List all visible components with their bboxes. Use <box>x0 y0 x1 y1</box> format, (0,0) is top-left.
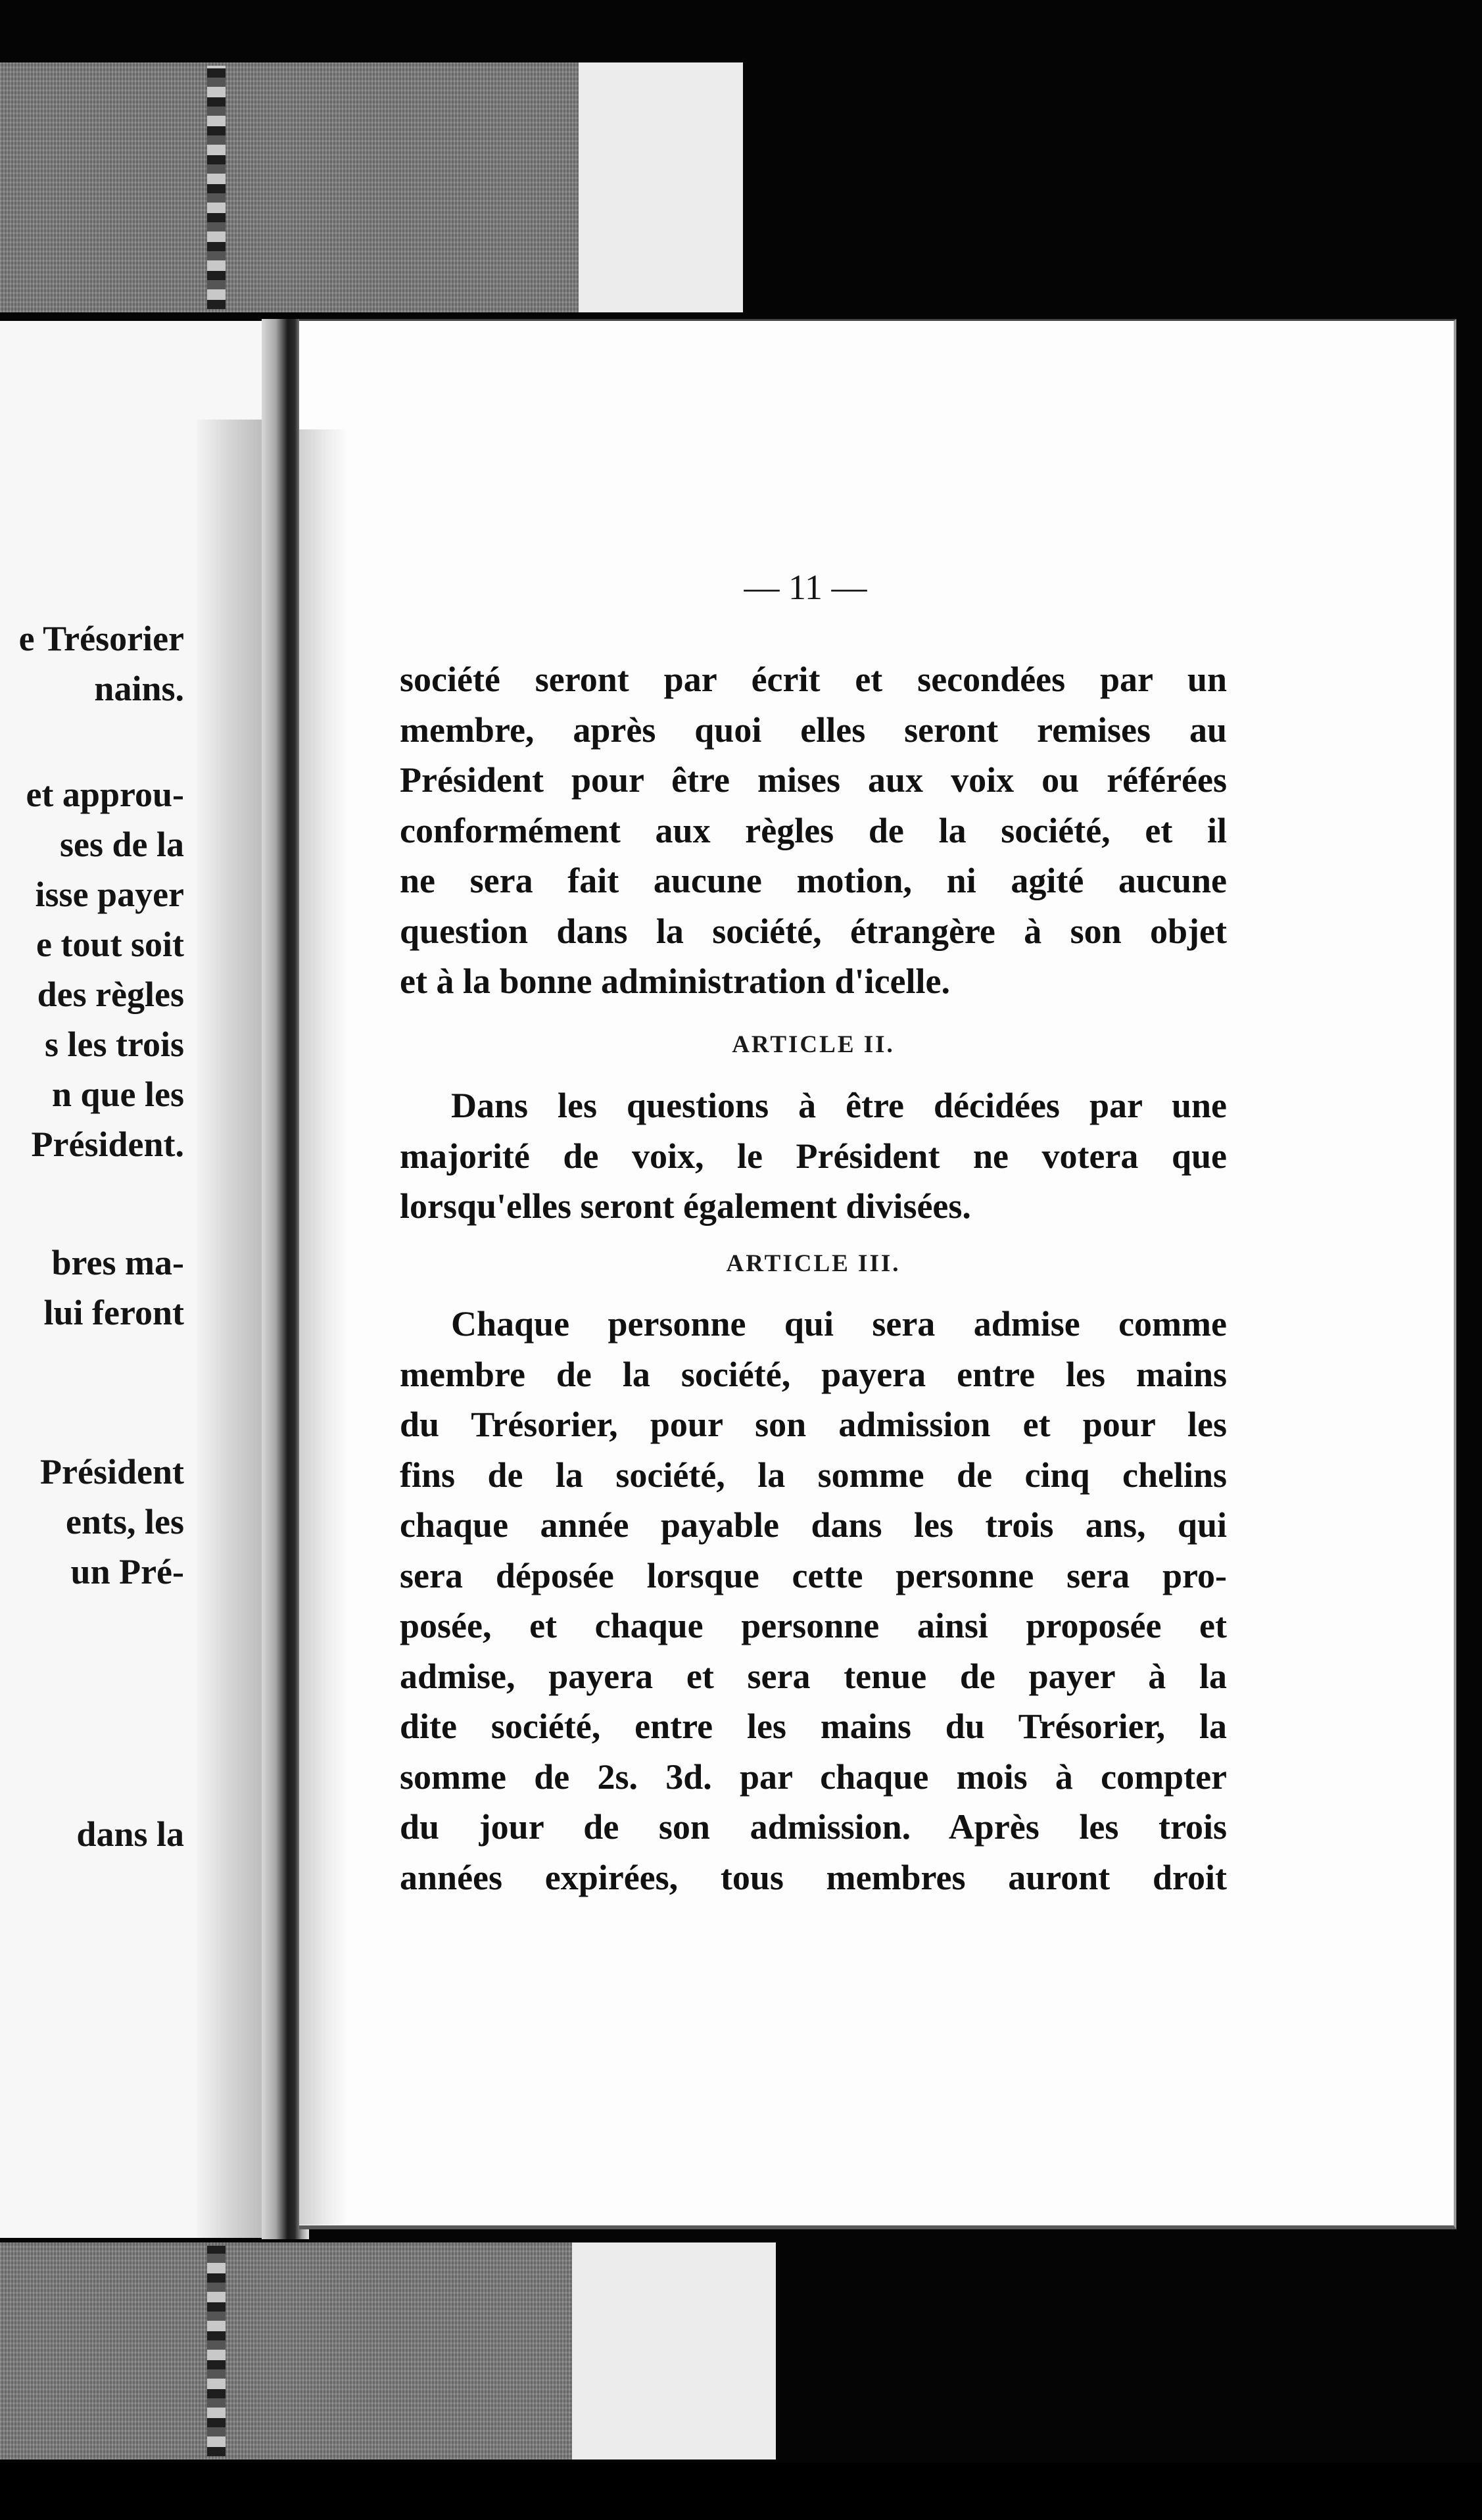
left-line: et approu- <box>26 775 184 814</box>
text-line: et à la bonne administration d'icelle. <box>400 961 950 1001</box>
scan-card-bottom <box>572 2242 776 2459</box>
text-line: question dans la société, étrangère à son objet <box>400 911 1227 951</box>
text-line: majorité de voix, le Président ne votera que <box>400 1136 1227 1176</box>
article-heading: ARTICLE III. <box>726 1250 901 1277</box>
article-2-paragraph <box>400 1080 1227 1232</box>
text-line: société seront par écrit et secondées par un <box>400 660 1227 699</box>
left-line: lui feront <box>43 1293 184 1332</box>
left-line: e tout soit <box>36 925 184 964</box>
left-line: bres ma- <box>51 1243 184 1282</box>
article-heading: ARTICLE II. <box>732 1031 895 1058</box>
binding-stitch-top <box>207 66 226 309</box>
text-line: Chaque personne qui sera admise comme <box>451 1304 1227 1344</box>
scan-background-top <box>0 62 579 312</box>
left-page <box>0 321 276 2238</box>
text-line: chaque année payable dans les trois ans, qui <box>400 1505 1227 1545</box>
text-line: admise, payera et sera tenue de payer à la <box>400 1656 1227 1696</box>
left-line: Président. <box>31 1125 184 1164</box>
text-line: années expirées, tous membres auront droit <box>400 1857 1227 1897</box>
page-number: — 11 — <box>744 568 867 607</box>
text-line: du jour de son admission. Après les trois <box>400 1807 1227 1847</box>
text-line: ne sera fait aucune motion, ni agité aucune <box>400 861 1227 900</box>
binding-stitch-bottom <box>207 2246 226 2456</box>
text-line: membre de la société, payera entre les mains <box>400 1354 1227 1394</box>
scan-card-top <box>579 62 743 312</box>
left-line: s les trois <box>45 1025 184 1064</box>
text-line: du Trésorier, pour son admission et pour les <box>400 1405 1227 1444</box>
opening-paragraph <box>400 654 1227 1007</box>
text-line: posée, et chaque personne ainsi proposée et <box>400 1606 1227 1645</box>
left-line: Président <box>40 1452 184 1491</box>
left-line: ses de la <box>60 825 184 864</box>
text-line: fins de la société, la somme de cinq chelins <box>400 1455 1227 1495</box>
article-3-paragraph <box>400 1299 1227 1902</box>
left-line: dans la <box>76 1814 184 1854</box>
text-line: Président pour être mises aux voix ou référées <box>400 760 1227 800</box>
scan-border-bottom <box>0 2463 1482 2520</box>
text-line: membre, après quoi elles seront remises au <box>400 710 1227 750</box>
left-line: des règles <box>37 975 184 1014</box>
left-line: nains. <box>94 669 184 708</box>
left-line: isse payer <box>35 875 184 914</box>
text-line: lorsqu'elles seront également divisées. <box>400 1186 971 1226</box>
text-line: Dans les questions à être décidées par une <box>451 1086 1227 1125</box>
text-line: somme de 2s. 3d. par chaque mois à compter <box>400 1757 1227 1797</box>
scan-background-bottom <box>0 2242 579 2459</box>
left-line: n que les <box>51 1075 184 1114</box>
text-line: conformément aux règles de la société, et il <box>400 810 1227 850</box>
text-line: dite société, entre les mains du Trésorier, la <box>400 1707 1227 1746</box>
left-line: e Trésorier <box>18 619 184 658</box>
left-line: ents, les <box>66 1502 184 1541</box>
text-line: sera déposée lorsque cette personne sera pro- <box>400 1555 1227 1595</box>
page-inner-edge <box>299 429 345 2225</box>
left-line: un Pré- <box>70 1552 184 1591</box>
